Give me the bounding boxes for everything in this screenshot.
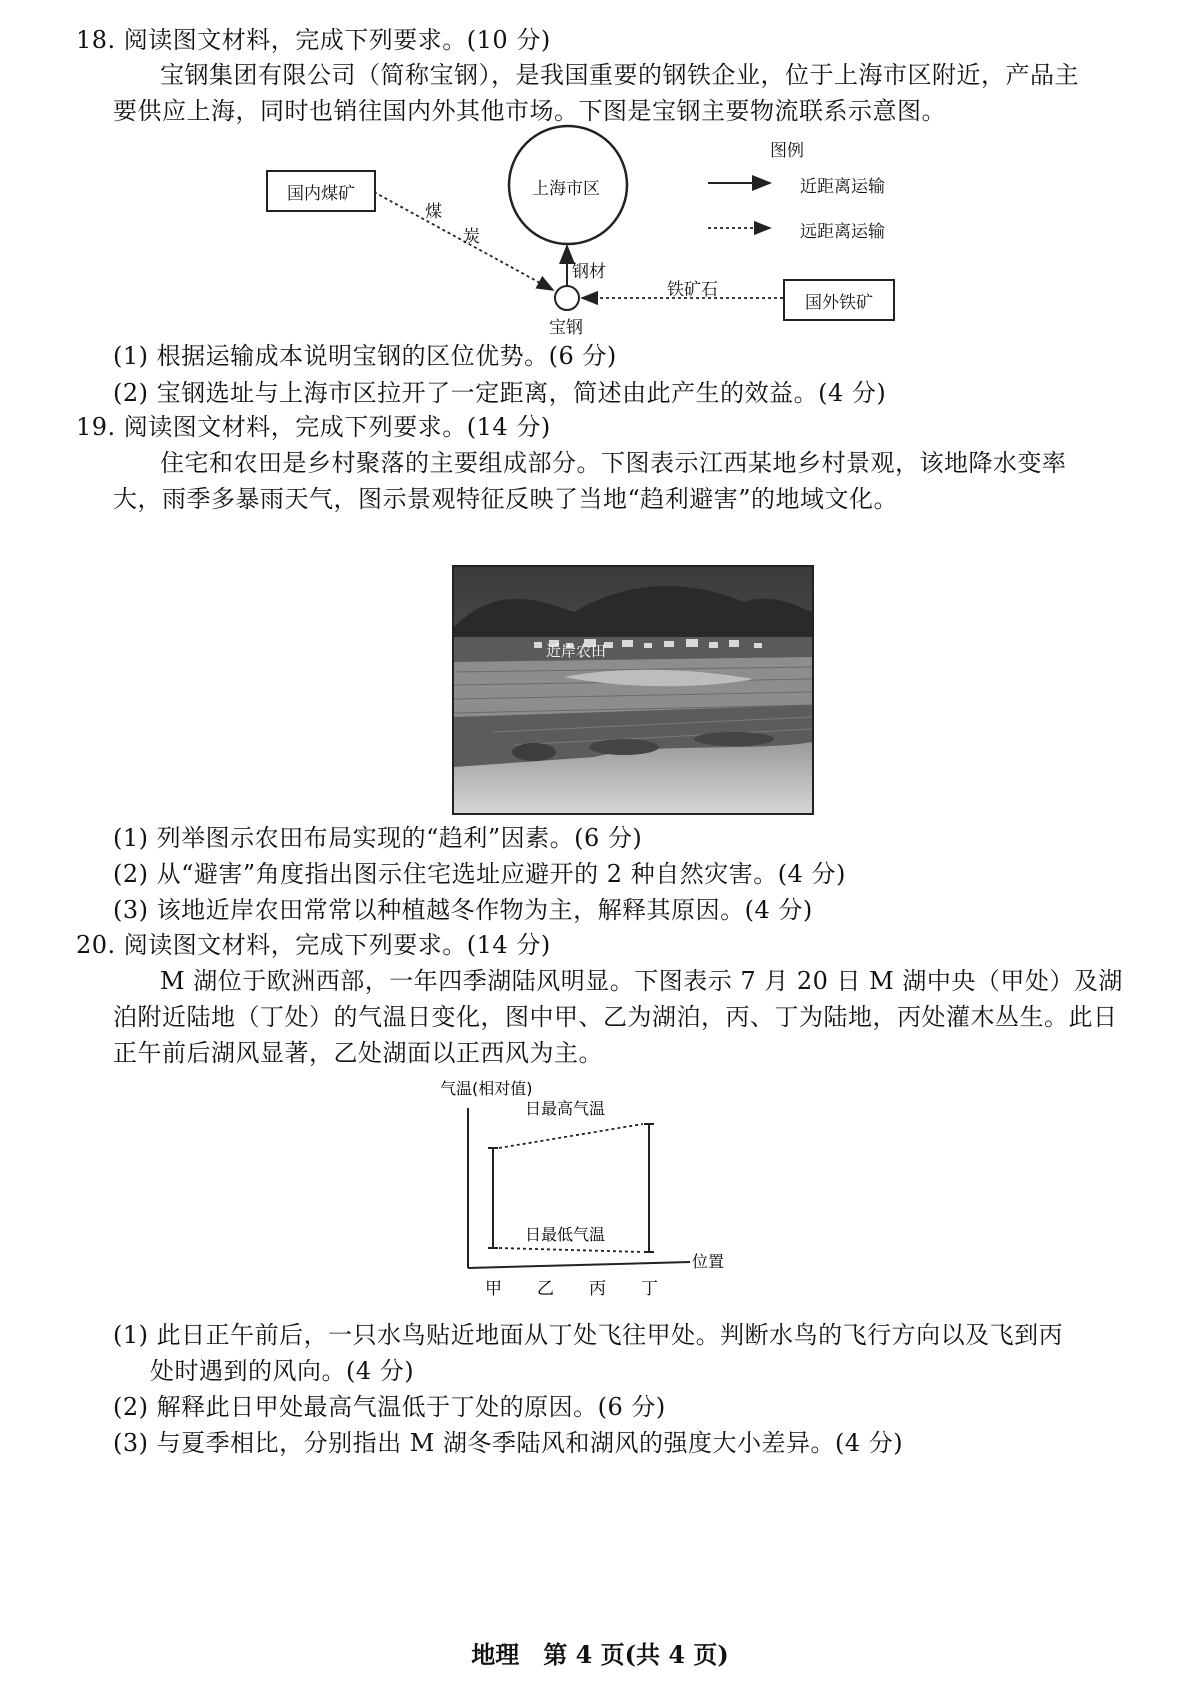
series-label-max: 日最高气温 [525, 1099, 606, 1118]
q19-sub3: (3) 该地近岸农田常常以种植越冬作物为主，解释其原因。(4 分) [113, 896, 813, 924]
temperature-chart [440, 1080, 760, 1305]
x-tick-label: 丙 [589, 1279, 606, 1299]
q19-intro-line2: 大，雨季多暴雨天气，图示景观特征反映了当地“趋利避害”的地域文化。 [113, 485, 899, 513]
x-tick-label: 丁 [641, 1279, 658, 1299]
q20-sub1-line2: 处时遇到的风向。(4 分) [150, 1357, 415, 1385]
q20-intro-line2: 泊附近陆地（丁处）的气温日变化，图中甲、乙为湖泊，丙、丁为陆地，丙处灌木丛生。此日 [113, 1003, 1118, 1031]
shanghai-label: 上海市区 [532, 179, 600, 199]
q20-heading: 20. 阅读图文材料，完成下列要求。(14 分) [76, 931, 551, 959]
x-tick-label: 甲 [485, 1279, 502, 1299]
coal-label-1: 煤 [425, 202, 442, 222]
legend-short-label: 近距离运输 [800, 177, 885, 197]
steel-label: 钢材 [572, 262, 606, 282]
foreign-iron-label: 国外铁矿 [805, 292, 873, 313]
baosteel-circle [555, 286, 579, 310]
q19-sub1: (1) 列举图示农田布局实现的“趋利”因素。(6 分) [113, 824, 643, 852]
landscape-drawing [454, 567, 812, 813]
domestic-coal-box [266, 170, 376, 212]
q20-intro-line3: 正午前后湖风显著，乙处湖面以正西风为主。 [113, 1039, 603, 1067]
x-axis [468, 1262, 690, 1268]
q18-sub1: (1) 根据运输成本说明宝钢的区位优势。(6 分) [113, 342, 617, 370]
photo-label-nearshore-fields: 近岸农田 [546, 642, 607, 660]
coal-label-2: 炭 [463, 227, 480, 247]
x-tick-label: 乙 [537, 1279, 554, 1299]
q19-heading: 19. 阅读图文材料，完成下列要求。(14 分) [76, 413, 551, 441]
x-axis-label: 位置 [692, 1252, 725, 1271]
foreign-iron-box [783, 279, 895, 321]
series-line-min [499, 1248, 643, 1252]
page-footer: 地理 第 4 页(共 4 页) [471, 1640, 729, 1669]
y-axis-label: 气温(相对值) [440, 1080, 533, 1098]
q19-intro-line1: 住宅和农田是乡村聚落的主要组成部分。下图表示江西某地乡村景观，该地降水变率 [160, 449, 1067, 477]
village-landscape-photo [452, 565, 814, 815]
q18-sub2: (2) 宝钢选址与上海市区拉开了一定距离，简述由此产生的效益。(4 分) [113, 379, 887, 407]
legend-long-label: 远距离运输 [800, 222, 885, 242]
q19-sub2: (2) 从“避害”角度指出图示住宅选址应避开的 2 种自然灾害。(4 分) [113, 860, 846, 888]
logistics-diagram-lines [0, 0, 1200, 340]
q20-sub2: (2) 解释此日甲处最高气温低于丁处的原因。(6 分) [113, 1393, 666, 1421]
q20-sub3: (3) 与夏季相比，分别指出 M 湖冬季陆风和湖风的强度大小差异。(4 分) [113, 1429, 904, 1457]
domestic-coal-label: 国内煤矿 [287, 183, 355, 204]
q20-sub1-line1: (1) 此日正午前后，一只水鸟贴近地面从丁处飞往甲处。判断水鸟的飞行方向以及飞到丙 [113, 1321, 1064, 1349]
baosteel-label: 宝钢 [549, 318, 583, 338]
series-label-min: 日最低气温 [525, 1225, 606, 1244]
q18-heading: 18. 阅读图文材料，完成下列要求。(10 分) [76, 26, 551, 54]
q20-intro-line1: M 湖位于欧洲西部，一年四季湖陆风明显。下图表示 7 月 20 日 M 湖中央（甲处）及湖 [160, 967, 1123, 995]
q18-intro-line1: 宝钢集团有限公司（简称宝钢），是我国重要的钢铁企业，位于上海市区附近，产品主 [160, 61, 1079, 89]
legend-title: 图例 [770, 141, 804, 161]
series-line-max [499, 1124, 643, 1148]
iron-ore-label: 铁矿石 [667, 280, 718, 300]
q18-intro-line2: 要供应上海，同时也销往国内外其他市场。下图是宝钢主要物流联系示意图。 [113, 97, 946, 125]
temperature-chart-svg [440, 1080, 760, 1305]
